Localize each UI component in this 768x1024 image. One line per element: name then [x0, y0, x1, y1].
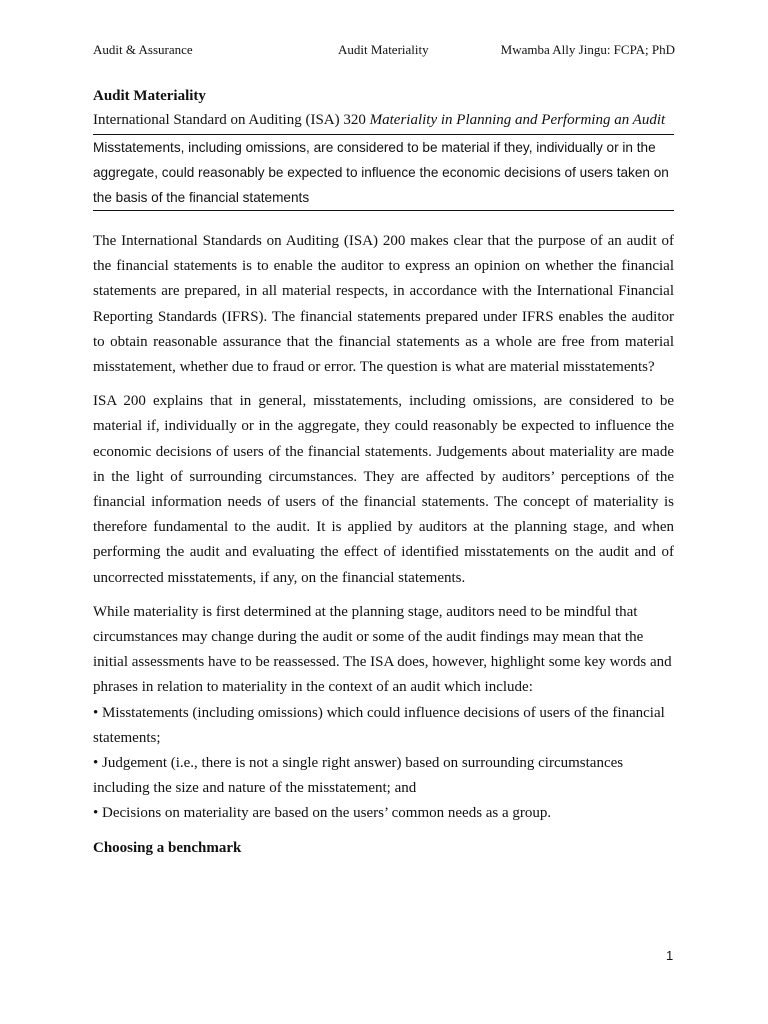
- document-title: Audit Materiality: [93, 88, 206, 104]
- page-number: 1: [666, 948, 674, 963]
- paragraph-planning-stage: While materiality is first determined at the planning stage, auditors need to be mindful that circumstances may change during the audit or some of the audit findings may mean that the initial assessments have to be reassessed. The ISA does, however, highlight some key words and phrases in relation to materiality in the context of an audit which include:: [93, 603, 672, 696]
- paragraph-isa-200-materiality: ISA 200 explains that in general, misstatements, including omissions, are considered to be material if, individually or in the aggregate, they could reasonably be expected to influence the economic decisions of users of the financial statements. Judgements about materiality are made in the light of surrounding circumstances. They are affected by auditors’ perceptions of the financial information needs of users of the financial statements. The concept of materiality is therefore fundamental to the audit. It is applied by auditors at the planning stage, and when performing the audit and evaluating the effect of identified misstatements on the audit and of uncorrected misstatements, if any, on the financial statements.: [93, 393, 674, 586]
- document-subtitle: [93, 108, 674, 133]
- section-heading-benchmark: Choosing a benchmark: [93, 839, 242, 856]
- header-author: Mwamba Ally Jingu: FCPA; PhD: [500, 42, 675, 57]
- bullet-misstatements: • Misstatements (including omissions) which could influence decisions of users of the financial statements;: [93, 704, 665, 746]
- subtitle-standard-name: Materiality in Planning and Performing an Audit: [369, 112, 666, 128]
- document-body: [93, 84, 674, 860]
- bullet-decisions: • Decisions on materiality are based on the users’ common needs as a group.: [93, 805, 552, 822]
- header-topic: Audit Materiality: [338, 42, 429, 57]
- running-header: [93, 42, 675, 60]
- subtitle-standard: International Standard on Auditing (ISA) 320: [93, 112, 370, 128]
- materiality-definition-box: Misstatements, including omissions, are considered to be material if they, individually or in the aggregate, could reasonably be expected to influence the economic decisions of users taken on the basis of the financial statements: [93, 134, 674, 211]
- paragraph-isa-200-purpose: The International Standards on Auditing (ISA) 200 makes clear that the purpose of an audit of the financial statements is to enable the auditor to express an opinion on whether the financial statements are prepared, in all material respects, in accordance with the International Financial Reporting Standards (IFRS). The financial statements prepared under IFRS enables the auditor to obtain reasonable assurance that the financial statements as a whole are free from material misstatement, whether due to fraud or error. The question is what are material misstatements?: [93, 233, 674, 376]
- bullet-judgement: • Judgement (i.e., there is not a single right answer) based on surrounding circumstances including the size and nature of the misstatement; and: [93, 755, 624, 797]
- header-course: Audit & Assurance: [93, 42, 193, 57]
